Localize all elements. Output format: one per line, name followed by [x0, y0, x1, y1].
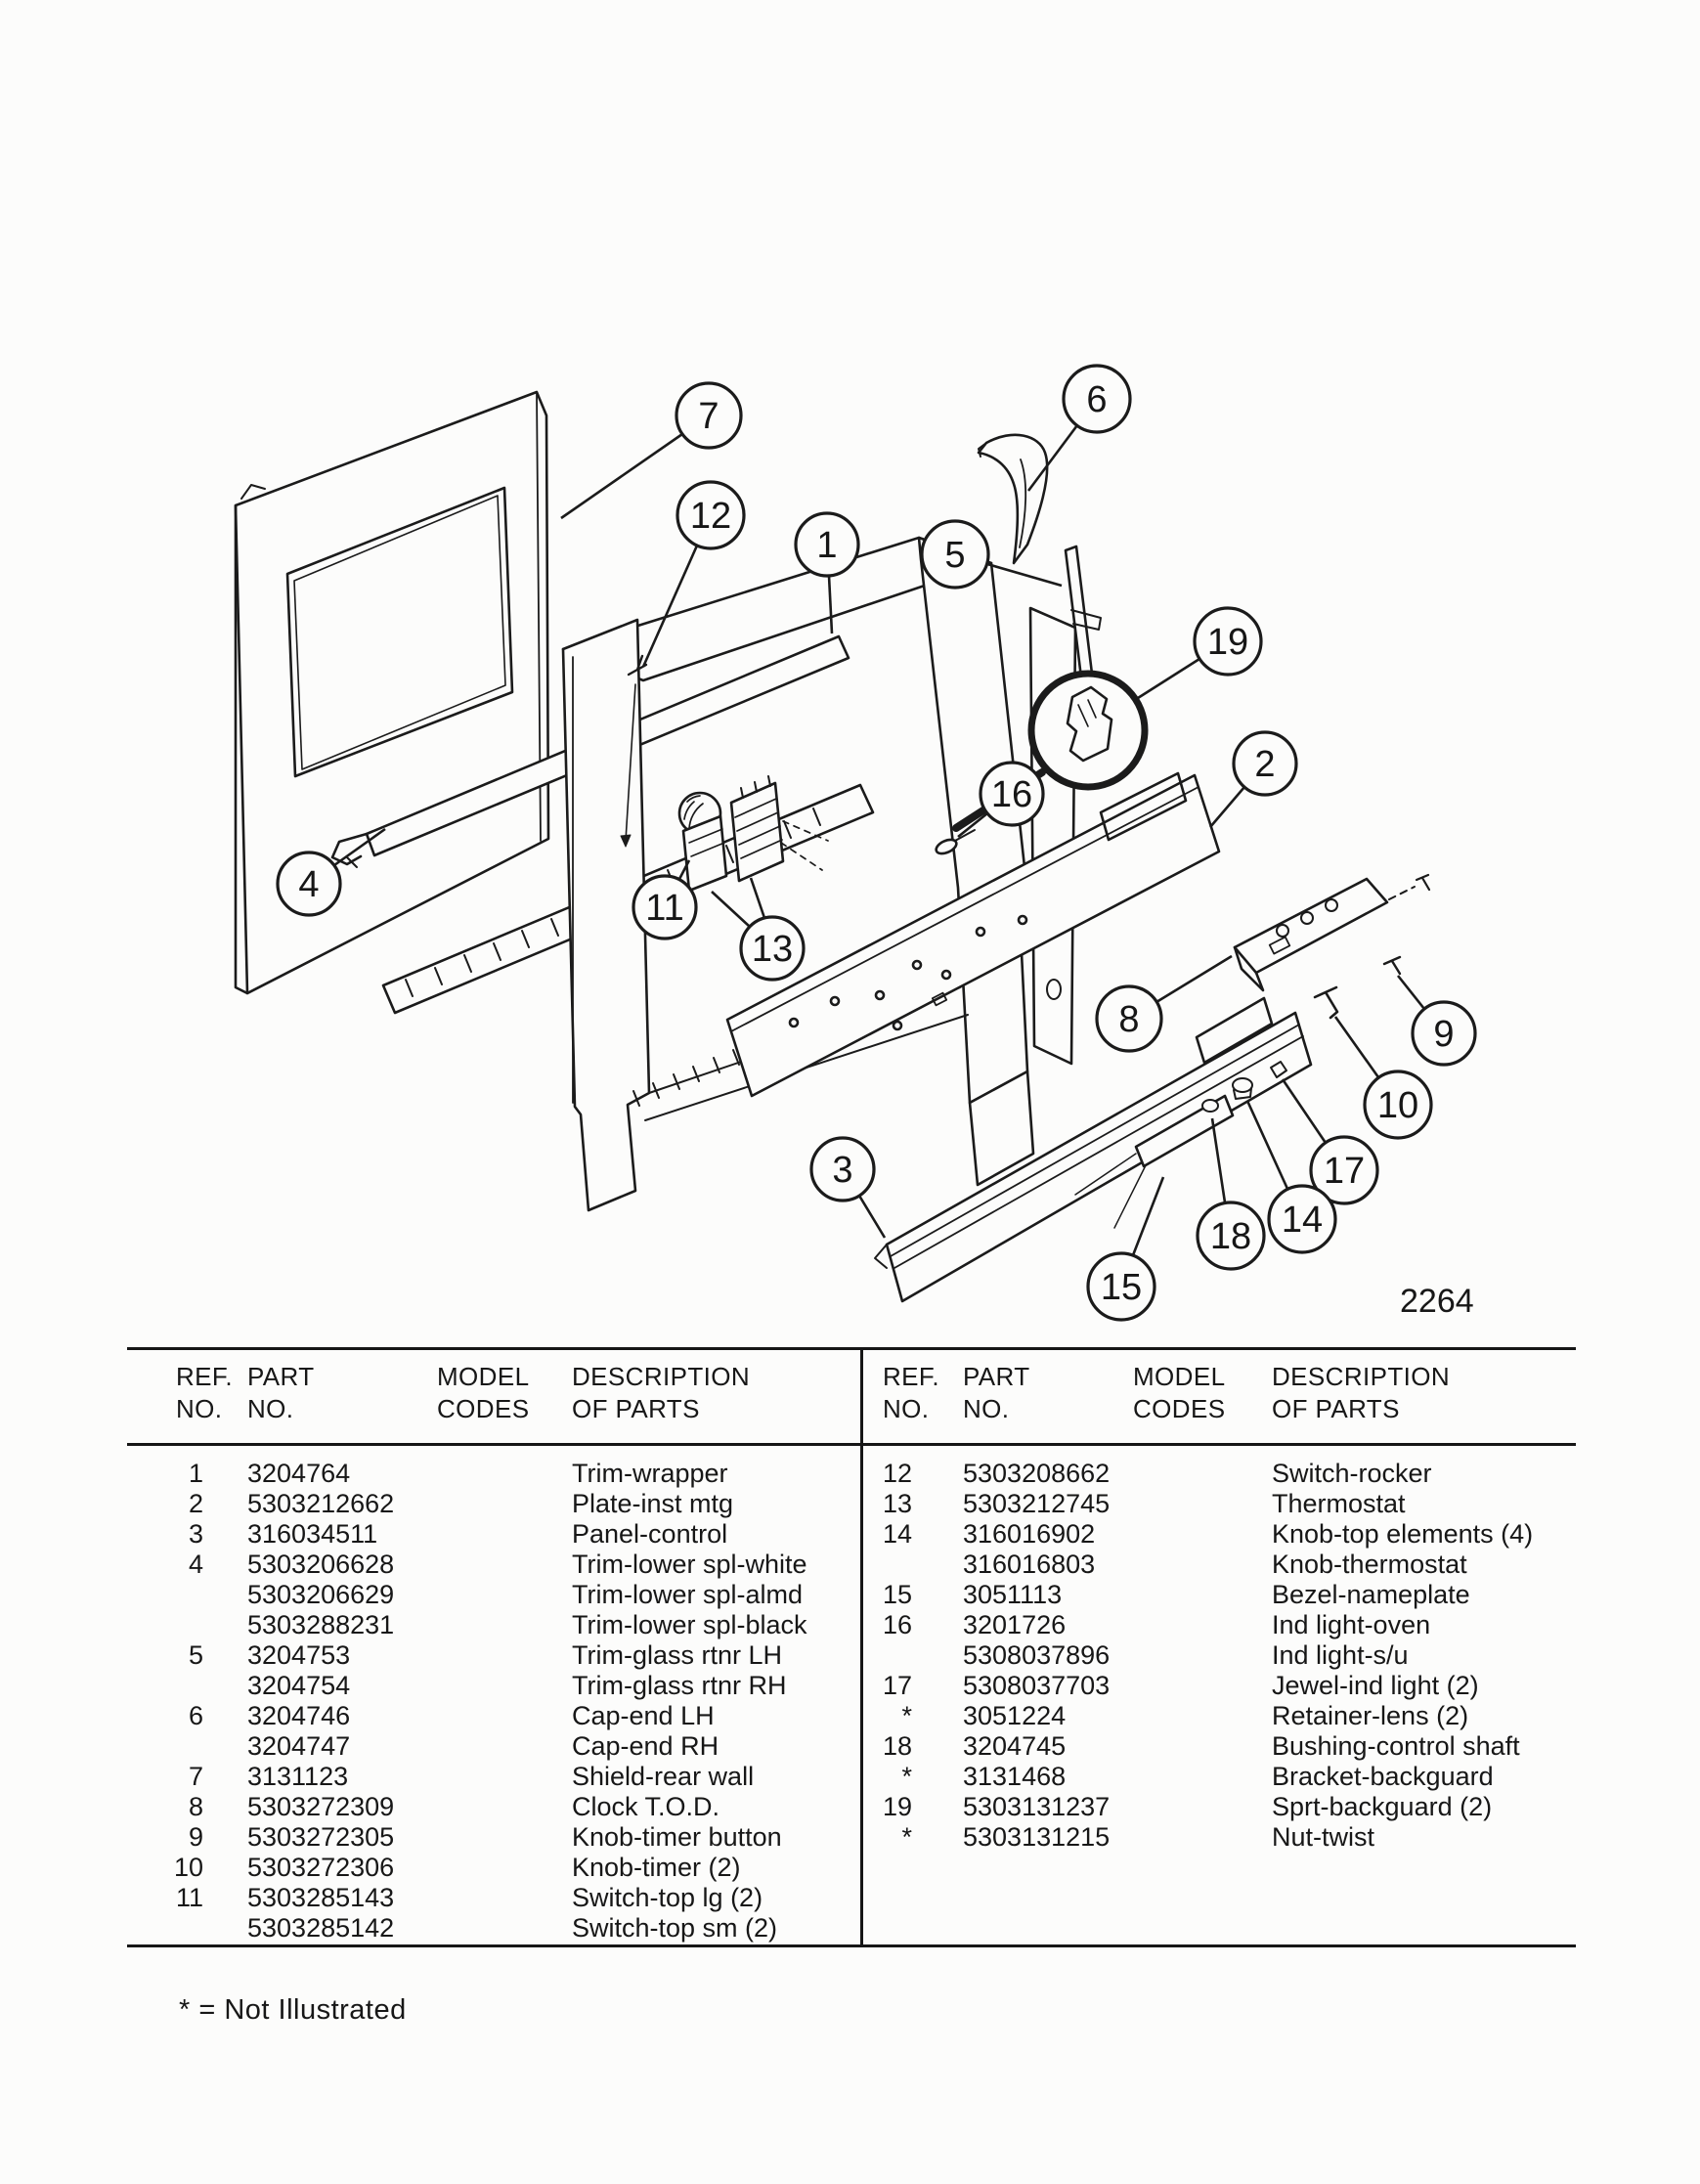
callout-number-2: 2 — [1254, 744, 1276, 785]
callout-leader-10 — [1335, 1017, 1378, 1077]
cell-part-no: 5303272305 — [247, 1822, 395, 1852]
cell-model-codes — [1106, 1701, 1233, 1731]
cell-part-no: 5303285142 — [247, 1913, 395, 1943]
cell-ref-no: 14 — [882, 1519, 912, 1549]
not-illustrated-footnote: * = Not Illustrated — [179, 1994, 407, 2026]
cell-model-codes — [408, 1550, 540, 1580]
cell-part-no: 5303206628 — [247, 1550, 395, 1579]
table-row — [156, 1671, 880, 1701]
table-row — [873, 1671, 1572, 1701]
cell-model-codes — [1106, 1731, 1233, 1762]
cell-model-codes — [408, 1913, 540, 1944]
cell-ref-no — [156, 1731, 217, 1762]
table-row — [873, 1550, 1572, 1580]
cell-part-no: 3204746 — [247, 1701, 351, 1730]
cell-part-no: 5308037896 — [963, 1640, 1111, 1670]
table-body-left — [156, 1459, 880, 1944]
cell-ref-no: 16 — [882, 1610, 912, 1639]
cell-description: Knob-thermostat — [1272, 1550, 1467, 1579]
cell-part-no: 5303208662 — [963, 1459, 1111, 1488]
header-part: PART NO. — [247, 1362, 315, 1423]
header-desc: DESCRIPTION OF PARTS — [1272, 1362, 1451, 1423]
cap-end-drawing — [979, 435, 1047, 563]
cell-ref-no — [156, 1671, 217, 1701]
cell-description: Switch-rocker — [1272, 1459, 1432, 1488]
cell-part-no: 316016902 — [963, 1519, 1096, 1549]
cell-part-no: 5303212745 — [963, 1489, 1111, 1518]
cell-model-codes — [1106, 1459, 1233, 1489]
cell-ref-no: * — [901, 1701, 912, 1730]
cell-description: Plate-inst mtg — [572, 1489, 734, 1518]
callout-leader-18 — [1212, 1118, 1225, 1202]
cell-description: Switch-top sm (2) — [572, 1913, 778, 1943]
callout-number-10: 10 — [1376, 1085, 1419, 1126]
table-row — [156, 1640, 880, 1671]
cell-description: Trim-lower spl-black — [572, 1610, 807, 1639]
cell-ref-no: 13 — [882, 1489, 912, 1518]
callout-leader-15 — [1133, 1177, 1163, 1255]
cell-part-no: 3204754 — [247, 1671, 351, 1700]
cell-description: Panel-control — [572, 1519, 728, 1549]
cell-model-codes — [408, 1731, 540, 1762]
callout-leader-3 — [859, 1196, 885, 1238]
table-row — [873, 1489, 1572, 1519]
cell-part-no: 5303131237 — [963, 1792, 1111, 1821]
cell-model-codes — [408, 1792, 540, 1822]
table-body-right — [873, 1459, 1572, 1853]
callout-number-4: 4 — [298, 864, 320, 905]
table-row — [873, 1519, 1572, 1550]
table-row — [156, 1610, 880, 1640]
cell-model-codes — [1106, 1640, 1233, 1671]
cell-description: Trim-wrapper — [572, 1459, 728, 1488]
cell-description: Retainer-lens (2) — [1272, 1701, 1469, 1730]
header-ref: REF. NO. — [883, 1362, 939, 1423]
cell-description: Ind light-s/u — [1272, 1640, 1409, 1670]
cell-part-no: 3204745 — [963, 1731, 1067, 1761]
cell-ref-no: 4 — [188, 1550, 203, 1579]
callout-number-3: 3 — [832, 1150, 853, 1191]
callout-number-5: 5 — [944, 535, 966, 576]
cell-model-codes — [408, 1640, 540, 1671]
header-model: MODEL CODES — [437, 1362, 530, 1423]
table-row — [873, 1731, 1572, 1762]
table-row — [873, 1580, 1572, 1610]
cell-part-no: 5303131215 — [963, 1822, 1111, 1852]
callout-number-15: 15 — [1100, 1267, 1143, 1308]
cell-ref-no: 18 — [882, 1731, 912, 1761]
cell-description: Cap-end LH — [572, 1701, 715, 1730]
table-top-rule — [127, 1347, 1576, 1350]
cell-part-no: 3131123 — [247, 1762, 349, 1791]
cell-part-no: 316016803 — [963, 1550, 1096, 1579]
cell-part-no: 316034511 — [247, 1519, 378, 1549]
cell-part-no: 3201726 — [963, 1610, 1067, 1639]
table-row — [156, 1883, 880, 1913]
cell-ref-no: 2 — [188, 1489, 203, 1518]
callout-leader-14 — [1247, 1101, 1287, 1189]
table-header-left — [156, 1361, 880, 1425]
callout-leader-19 — [1138, 659, 1199, 698]
cell-ref-no: 6 — [188, 1701, 203, 1730]
callout-number-8: 8 — [1118, 999, 1140, 1040]
callout-leader-8 — [1156, 956, 1232, 1002]
callout-number-12: 12 — [689, 496, 732, 537]
table-row — [873, 1701, 1572, 1731]
cell-part-no: 3051113 — [963, 1580, 1063, 1609]
cell-description: Nut-twist — [1272, 1822, 1375, 1852]
cell-part-no: 5303288231 — [247, 1610, 395, 1639]
cell-description: Bracket-backguard — [1272, 1762, 1494, 1791]
cell-ref-no: 11 — [175, 1883, 203, 1912]
table-bottom-rule — [127, 1944, 1576, 1947]
header-part: PART NO. — [963, 1362, 1030, 1423]
cell-model-codes — [408, 1489, 540, 1519]
cell-part-no: 3131468 — [963, 1762, 1067, 1791]
cell-part-no: 5303272306 — [247, 1853, 395, 1882]
cell-description: Trim-glass rtnr RH — [572, 1671, 787, 1700]
cell-ref-no: 15 — [882, 1580, 912, 1609]
cell-description: Sprt-backguard (2) — [1272, 1792, 1493, 1821]
cell-model-codes — [408, 1610, 540, 1640]
cell-model-codes — [1106, 1580, 1233, 1610]
cell-model-codes — [408, 1459, 540, 1489]
cell-ref-no — [156, 1610, 217, 1640]
cell-model-codes — [408, 1883, 540, 1913]
callout-number-9: 9 — [1433, 1014, 1455, 1055]
cell-description: Jewel-ind light (2) — [1272, 1671, 1479, 1700]
cell-model-codes — [408, 1822, 540, 1853]
table-row — [873, 1459, 1572, 1489]
callout-leader-13 — [751, 878, 764, 918]
cell-description: Clock T.O.D. — [572, 1792, 720, 1821]
cell-model-codes — [408, 1762, 540, 1792]
callout-number-19: 19 — [1206, 622, 1249, 663]
table-header-right — [873, 1361, 1572, 1425]
table-row — [873, 1822, 1572, 1853]
cell-part-no: 5303272309 — [247, 1792, 395, 1821]
table-row — [873, 1762, 1572, 1792]
cell-ref-no — [873, 1640, 920, 1671]
header-desc: DESCRIPTION OF PARTS — [572, 1362, 751, 1423]
cell-ref-no: 10 — [173, 1853, 203, 1882]
cell-ref-no: * — [901, 1762, 912, 1791]
cell-ref-no: 1 — [188, 1459, 203, 1488]
callout-leader-2 — [1210, 787, 1244, 827]
cell-model-codes — [408, 1671, 540, 1701]
cell-model-codes — [1106, 1762, 1233, 1792]
cell-model-codes — [1106, 1489, 1233, 1519]
cell-part-no: 3204747 — [247, 1731, 351, 1761]
cell-description: Knob-timer button — [572, 1822, 782, 1852]
callout-leader-17 — [1283, 1079, 1326, 1143]
header-ref: REF. NO. — [176, 1362, 233, 1423]
callout-number-11: 11 — [645, 888, 684, 929]
cell-ref-no: 7 — [188, 1762, 203, 1791]
cell-description: Trim-lower spl-almd — [572, 1580, 804, 1609]
bushing-18-drawing — [1202, 1100, 1218, 1112]
cell-description: Bushing-control shaft — [1272, 1731, 1520, 1761]
table-row — [873, 1792, 1572, 1822]
cell-description: Knob-timer (2) — [572, 1853, 741, 1882]
cell-ref-no: 8 — [188, 1792, 203, 1821]
table-row — [873, 1640, 1572, 1671]
parts-table-right — [873, 1361, 1572, 1852]
cell-ref-no: 9 — [188, 1822, 203, 1852]
cell-model-codes — [1106, 1519, 1233, 1550]
cell-model-codes — [408, 1701, 540, 1731]
cell-ref-no — [156, 1580, 217, 1610]
cell-model-codes — [1106, 1822, 1233, 1853]
table-row — [156, 1822, 880, 1853]
header-model: MODEL CODES — [1133, 1362, 1226, 1423]
cell-description: Cap-end RH — [572, 1731, 719, 1761]
cell-model-codes — [408, 1580, 540, 1610]
table-row — [156, 1762, 880, 1792]
callout-number-17: 17 — [1323, 1151, 1366, 1192]
table-row — [156, 1580, 880, 1610]
callout-number-14: 14 — [1281, 1200, 1324, 1241]
trim-wrapper-drawing — [563, 538, 1033, 1210]
table-row — [873, 1610, 1572, 1640]
cell-model-codes — [1106, 1792, 1233, 1822]
cell-model-codes — [1106, 1671, 1233, 1701]
cell-model-codes — [408, 1519, 540, 1550]
figure-number: 2264 — [1400, 1283, 1474, 1320]
cell-description: Switch-top lg (2) — [572, 1883, 763, 1912]
table-row — [156, 1701, 880, 1731]
cell-ref-no — [873, 1550, 920, 1580]
callout-number-13: 13 — [751, 929, 794, 970]
table-row — [156, 1519, 880, 1550]
cell-part-no: 3204753 — [247, 1640, 351, 1670]
cell-ref-no: * — [901, 1822, 912, 1852]
cell-part-no: 5303212662 — [247, 1489, 395, 1518]
cell-description: Shield-rear wall — [572, 1762, 755, 1791]
cell-part-no: 3204764 — [247, 1459, 351, 1488]
cell-description: Bezel-nameplate — [1272, 1580, 1470, 1609]
cell-description: Trim-lower spl-white — [572, 1550, 807, 1579]
table-row — [156, 1731, 880, 1762]
screw-10-drawing — [1315, 987, 1337, 1018]
cell-ref-no: 3 — [188, 1519, 203, 1549]
cell-description: Ind light-oven — [1272, 1610, 1431, 1639]
cell-description: Thermostat — [1272, 1489, 1406, 1518]
table-row — [156, 1550, 880, 1580]
cell-description: Knob-top elements (4) — [1272, 1519, 1534, 1549]
callout-leader-5 — [987, 564, 1062, 586]
callout-number-18: 18 — [1209, 1216, 1252, 1257]
cell-model-codes — [408, 1853, 540, 1883]
callout-number-7: 7 — [698, 396, 719, 437]
cell-ref-no: 5 — [188, 1640, 203, 1670]
cell-model-codes — [1106, 1610, 1233, 1640]
cell-ref-no: 19 — [882, 1792, 912, 1821]
cell-ref-no: 17 — [882, 1671, 912, 1700]
table-header-rule — [127, 1443, 1576, 1446]
callout-number-16: 16 — [990, 774, 1033, 815]
cell-part-no: 3051224 — [963, 1701, 1067, 1730]
parts-table-left — [156, 1361, 880, 1943]
screw-9-drawing — [1384, 957, 1400, 974]
table-row — [156, 1489, 880, 1519]
cell-part-no: 5303285143 — [247, 1883, 395, 1912]
cell-ref-no: 12 — [882, 1459, 912, 1488]
cell-part-no: 5308037703 — [963, 1671, 1111, 1700]
table-row — [156, 1792, 880, 1822]
table-row — [156, 1459, 880, 1489]
callout-leader-9 — [1398, 976, 1424, 1009]
callout-leader-13 — [712, 892, 750, 927]
cell-part-no: 5303206629 — [247, 1580, 395, 1609]
cell-description: Trim-glass rtnr LH — [572, 1640, 783, 1670]
table-row — [156, 1913, 880, 1944]
table-row — [156, 1853, 880, 1883]
cell-ref-no — [156, 1913, 217, 1944]
callout-number-1: 1 — [816, 525, 838, 566]
cell-model-codes — [1106, 1550, 1233, 1580]
callout-number-6: 6 — [1086, 379, 1108, 420]
callout-leader-7 — [561, 434, 682, 518]
